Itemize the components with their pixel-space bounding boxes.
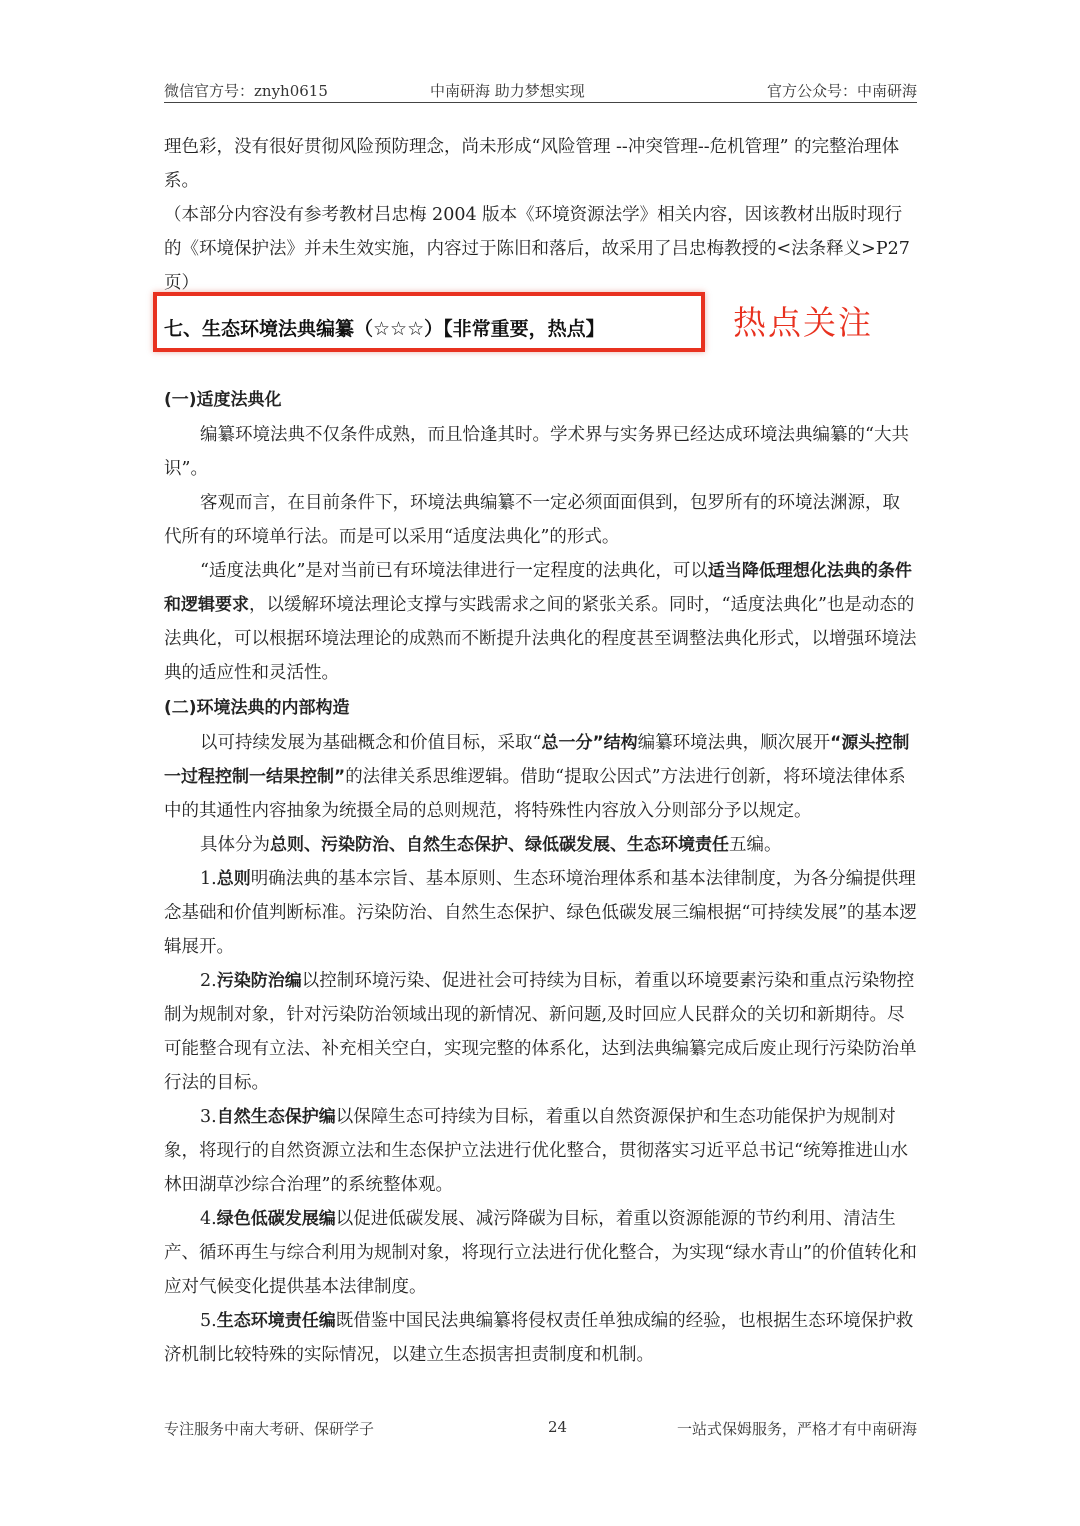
list-item-number: 3. [200,1107,217,1127]
list-item-text: 既借鉴中国民法典编纂将侵权责任单独成编的经验，也根据生态环境保护救济机制比较特殊的实际情况，以建立生态损害担责制度和机制。 [164,1311,914,1365]
part2-p1-text-b: 编纂环境法典，顺次展开 [637,733,831,753]
part2-p2-text-b: 五编。 [729,835,782,855]
page-number: 24 [548,1418,568,1436]
list-item-text: 以促进低碳发展、减污降碳为目标，着重以资源能源的节约利用、清洁生产、循环再生与综合利用为规制对象，将现行立法进行优化整合，为实现“绿水青山”的价值转化和应对气候变化提供基本法律制度。 [164,1209,917,1297]
page-body [164,130,917,1372]
page-footer [164,1418,917,1440]
header-wechat-id: 微信官方号：znyh0615 [164,82,328,100]
part1-p3-bold: 适当降低理想化法典的条件和逻辑要求 [164,561,912,615]
hot-topic-label: 热点关注 [733,303,873,342]
part2-p2-bold: 总则、污染防治、自然生态保护、绿低碳发展、生态环境责任 [270,835,729,855]
list-item-text: 明确法典的基本宗旨、基本原则、生态环境治理体系和基本法律制度，为各分编提供理念基础和价值判断标准。污染防治、自然生态保护、绿色低碳发展三编根据“可持续发展”的基本逻辑展开。 [164,869,917,957]
reference-note: （本部分内容没有参考教材吕忠梅 2004 版本《环境资源法学》相关内容，因该教材出版时现行的《环境保护法》并未生效实施，内容过于陈旧和落后，故采用了吕忠梅教授的<法条释义>P27 页） [164,205,910,293]
section-title-spacer [164,300,917,382]
footer-left-text: 专注服务中南大考研、保研学子 [164,1420,375,1438]
part1-paragraph-1: 编纂环境法典不仅条件成熟，而且恰逢其时。学术界与实务界已经达成环境法典编纂的“大共识”。 [164,425,909,479]
list-item-title: 总则 [216,869,251,889]
part2-p1-text-c: 的法律关系思维逻辑。借助“提取公因式”方法进行创新，将环境法律体系中的其通性内容抽象为统摄全局的总则规范，将特殊性内容放入分则部分予以规定。 [164,767,906,821]
intro-paragraph: 理色彩，没有很好贯彻风险预防理念，尚未形成“风险管理 --冲突管理--危机管理” 的完整治理体系。 [164,137,900,191]
part1-paragraph-3 [164,554,917,690]
header-slogan: 中南研海 助力梦想实现 [430,82,585,100]
header-official-account: 官方公众号：中南研海 [766,82,917,100]
list-item [164,862,917,964]
part2-p1-text-a: 以可持续发展为基础概念和价值目标，采取“ [200,733,542,753]
list-item [164,964,917,1100]
list-item-text: 以控制环境污染、促进社会可持续为目标，着重以环境要素污染和重点污染物控制为规制对象，针对污染防治领域出现的新情况、新问题,及时回应人民群众的关切和新期待。尽可能整合现有立法、补充相关空白，实现完整的体系化，达到法典编纂完成后废止现行污染防治单行法的目标。 [164,971,917,1093]
list-item-title: 污染防治编 [216,971,302,991]
part1-heading: (一)适度法典化 [164,390,282,410]
list-item-number: 1. [200,869,217,889]
part2-p2-text-a: 具体分为 [200,835,270,855]
list-item [164,1202,917,1304]
part1-p3-text-a: “适度法典化”是对当前已有环境法律进行一定程度的法典化，可以 [200,561,708,581]
part2-p1-bold-1: 总一分”结构 [541,733,638,753]
list-item-number: 4. [200,1209,217,1229]
list-item-text: 以保障生态可持续为目标，着重以自然资源保护和生态功能保护为规制对象，将现行的自然资源立法和生态保护立法进行优化整合，贯彻落实习近平总书记“统筹推进山水林田湖草沙综合治理”的系统整体观。 [164,1107,908,1195]
footer-right-text: 一站式保姆服务，严格才有中南研海 [676,1420,917,1438]
part2-paragraph-1 [164,726,917,828]
part2-paragraph-2 [164,828,917,862]
list-item [164,1304,917,1372]
list-item [164,1100,917,1202]
part1-paragraph-2: 客观而言，在目前条件下，环境法典编纂不一定必须面面俱到，包罗所有的环境法渊源，取代所有的环境单行法。而是可以采用“适度法典化”的形式。 [164,493,900,547]
list-item-title: 生态环境责任编 [216,1311,336,1331]
part1-p3-text-b: ，以缓解环境法理论支撑与实践需求之间的紧张关系。同时，“适度法典化”也是动态的法典化，可以根据环境法理论的成熟而不断提升法典化的程度甚至调整法典化形式，以增强环境法典的适应性和灵活性。 [164,595,917,683]
list-item-title: 自然生态保护编 [216,1107,336,1127]
page-header [164,78,917,103]
section-title: 七、生态环境法典编纂（☆☆☆）【非常重要，热点】 [164,318,605,340]
list-item-title: 绿色低碳发展编 [216,1209,336,1229]
part2-heading: (二)环境法典的内部构造 [164,698,350,718]
list-item-number: 5. [200,1311,217,1331]
list-item-number: 2. [200,971,217,991]
part2-p1-bold-2: “源头控制一过程控制一结果控制” [164,733,910,787]
